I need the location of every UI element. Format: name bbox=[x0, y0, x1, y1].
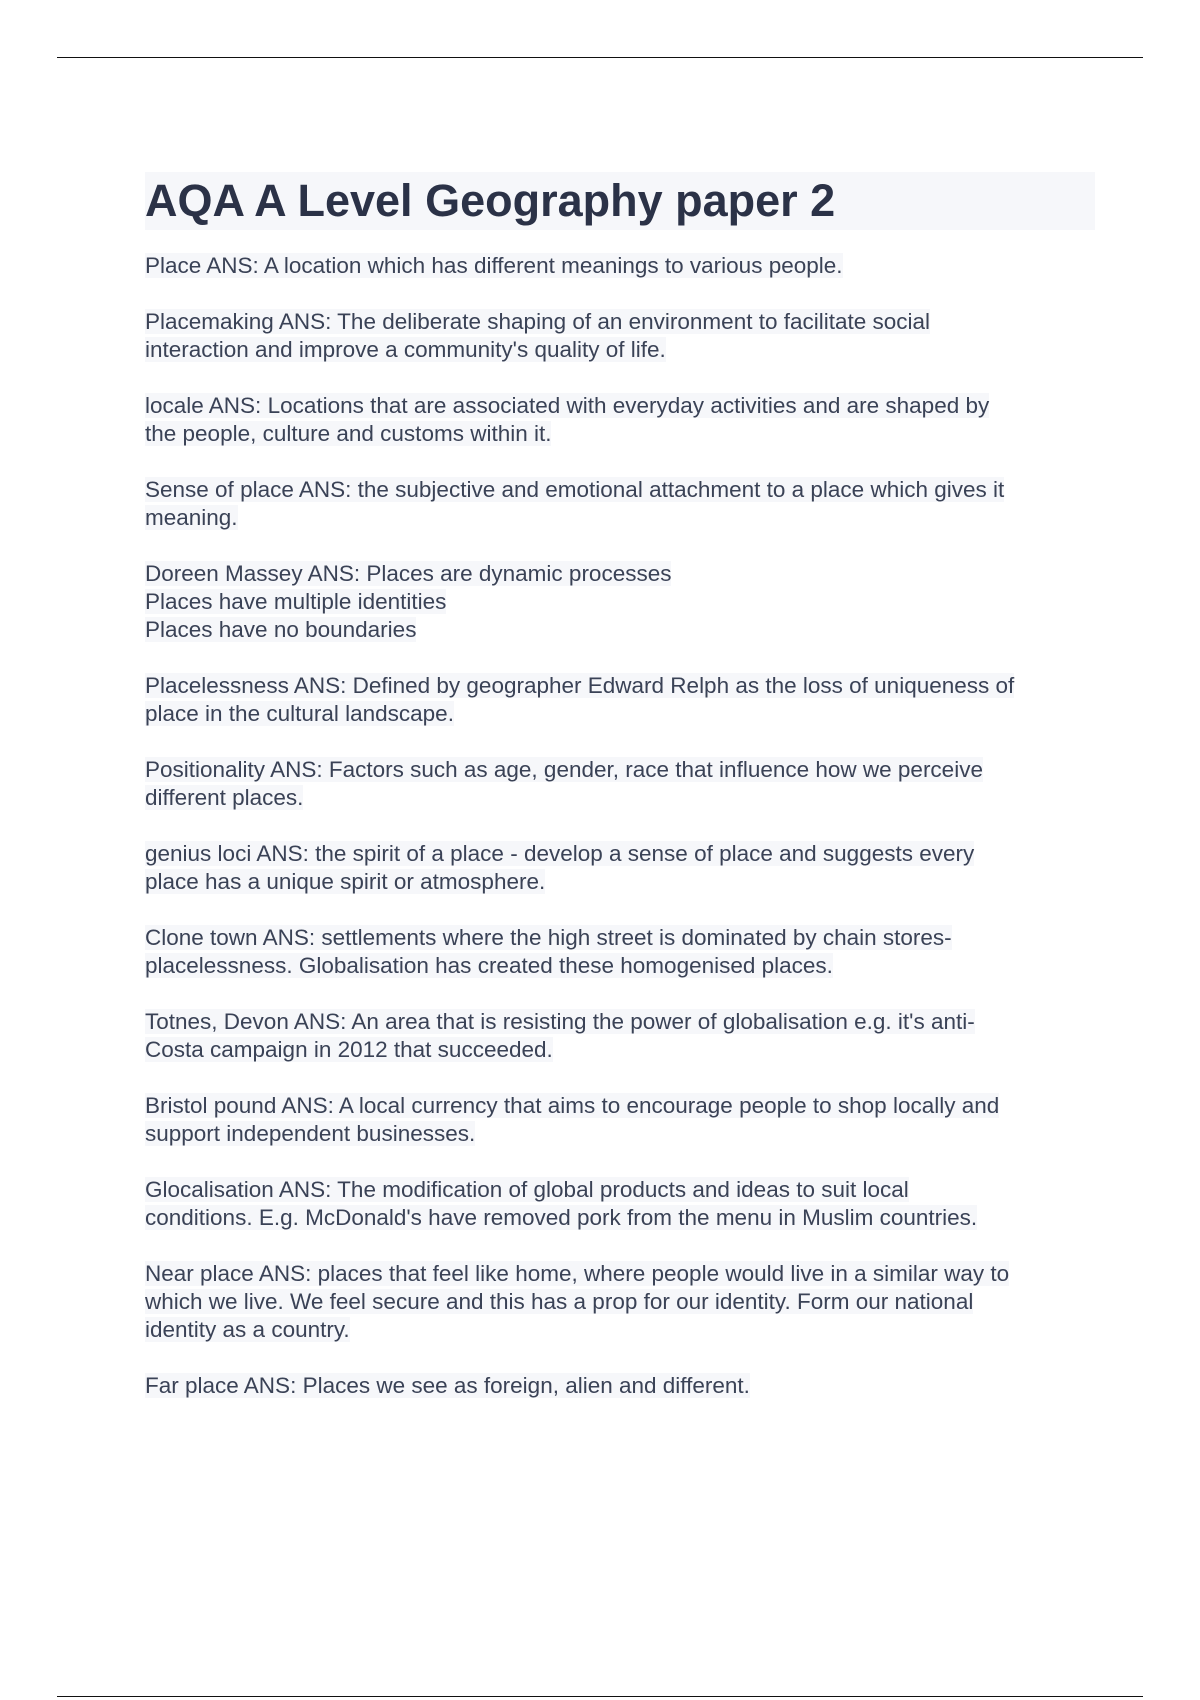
entry-text: support independent businesses. bbox=[145, 1121, 476, 1146]
entry-line bbox=[145, 1036, 1095, 1064]
entry-text: Places have multiple identities bbox=[145, 589, 447, 614]
entry-line bbox=[145, 1316, 1095, 1344]
entry-text: place has a unique spirit or atmosphere. bbox=[145, 869, 546, 894]
entry-text: the people, culture and customs within it. bbox=[145, 421, 552, 446]
entry-line bbox=[145, 1120, 1095, 1148]
entry-line bbox=[145, 756, 1095, 784]
entry-line bbox=[145, 1204, 1095, 1232]
entry-text: interaction and improve a community's quality of life. bbox=[145, 337, 666, 362]
entry-line bbox=[145, 560, 1095, 588]
entry-line bbox=[145, 504, 1095, 532]
list-item bbox=[145, 672, 1095, 728]
entry-line bbox=[145, 1176, 1095, 1204]
entry-line bbox=[145, 476, 1095, 504]
entry-line bbox=[145, 1288, 1095, 1316]
list-item bbox=[145, 756, 1095, 812]
list-item bbox=[145, 924, 1095, 980]
entry-text: Positionality ANS: Factors such as age, gender, race that influence how we perceive bbox=[145, 757, 983, 782]
entry-text: Near place ANS: places that feel like home, where people would live in a similar way to bbox=[145, 1261, 1010, 1286]
entry-list bbox=[145, 252, 1095, 1400]
list-item bbox=[145, 392, 1095, 448]
entry-text: locale ANS: Locations that are associated with everyday activities and are shaped by bbox=[145, 393, 990, 418]
entry-text: Placelessness ANS: Defined by geographer Edward Relph as the loss of uniqueness of bbox=[145, 673, 1015, 698]
entry-text: different places. bbox=[145, 785, 304, 810]
entry-text: Places have no boundaries bbox=[145, 617, 417, 642]
entry-line bbox=[145, 952, 1095, 980]
list-item bbox=[145, 1008, 1095, 1064]
list-item bbox=[145, 560, 1095, 644]
list-item bbox=[145, 1260, 1095, 1344]
entry-line bbox=[145, 252, 1095, 280]
entry-line bbox=[145, 1372, 1095, 1400]
entry-line bbox=[145, 1092, 1095, 1120]
entry-line bbox=[145, 924, 1095, 952]
entry-line bbox=[145, 868, 1095, 896]
entry-line bbox=[145, 840, 1095, 868]
bottom-rule bbox=[57, 1696, 1143, 1697]
list-item bbox=[145, 1092, 1095, 1148]
entry-line bbox=[145, 1008, 1095, 1036]
entry-text: Sense of place ANS: the subjective and emotional attachment to a place which gives it bbox=[145, 477, 1005, 502]
entry-line bbox=[145, 420, 1095, 448]
entry-line bbox=[145, 336, 1095, 364]
entry-text: Bristol pound ANS: A local currency that aims to encourage people to shop locally and bbox=[145, 1093, 1000, 1118]
entry-text: Clone town ANS: settlements where the high street is dominated by chain stores- bbox=[145, 925, 952, 950]
entry-text: Totnes, Devon ANS: An area that is resisting the power of globalisation e.g. it's anti- bbox=[145, 1009, 975, 1034]
entry-text: Place ANS: A location which has different meanings to various people. bbox=[145, 253, 843, 278]
entry-line bbox=[145, 588, 1095, 616]
entry-text: conditions. E.g. McDonald's have removed pork from the menu in Muslim countries. bbox=[145, 1205, 978, 1230]
top-rule bbox=[57, 57, 1143, 58]
entry-line bbox=[145, 784, 1095, 812]
entry-line bbox=[145, 308, 1095, 336]
entry-line bbox=[145, 616, 1095, 644]
entry-line bbox=[145, 392, 1095, 420]
list-item bbox=[145, 840, 1095, 896]
entry-line bbox=[145, 1260, 1095, 1288]
document-title: AQA A Level Geography paper 2 bbox=[145, 172, 1095, 230]
entry-text: meaning. bbox=[145, 505, 238, 530]
entry-text: place in the cultural landscape. bbox=[145, 701, 454, 726]
list-item bbox=[145, 476, 1095, 532]
list-item bbox=[145, 1176, 1095, 1232]
list-item bbox=[145, 252, 1095, 280]
entry-text: Far place ANS: Places we see as foreign, alien and different. bbox=[145, 1373, 750, 1398]
entry-text: Glocalisation ANS: The modification of global products and ideas to suit local bbox=[145, 1177, 909, 1202]
entry-text: which we live. We feel secure and this has a prop for our identity. Form our national bbox=[145, 1289, 974, 1314]
list-item bbox=[145, 308, 1095, 364]
entry-text: placelessness. Globalisation has created these homogenised places. bbox=[145, 953, 833, 978]
document-body bbox=[145, 172, 1095, 1428]
entry-text: Placemaking ANS: The deliberate shaping of an environment to facilitate social bbox=[145, 309, 931, 334]
list-item bbox=[145, 1372, 1095, 1400]
entry-text: Doreen Massey ANS: Places are dynamic processes bbox=[145, 561, 672, 586]
entry-line bbox=[145, 700, 1095, 728]
entry-text: genius loci ANS: the spirit of a place - develop a sense of place and suggests every bbox=[145, 841, 975, 866]
entry-text: Costa campaign in 2012 that succeeded. bbox=[145, 1037, 553, 1062]
entry-line bbox=[145, 672, 1095, 700]
entry-text: identity as a country. bbox=[145, 1317, 350, 1342]
